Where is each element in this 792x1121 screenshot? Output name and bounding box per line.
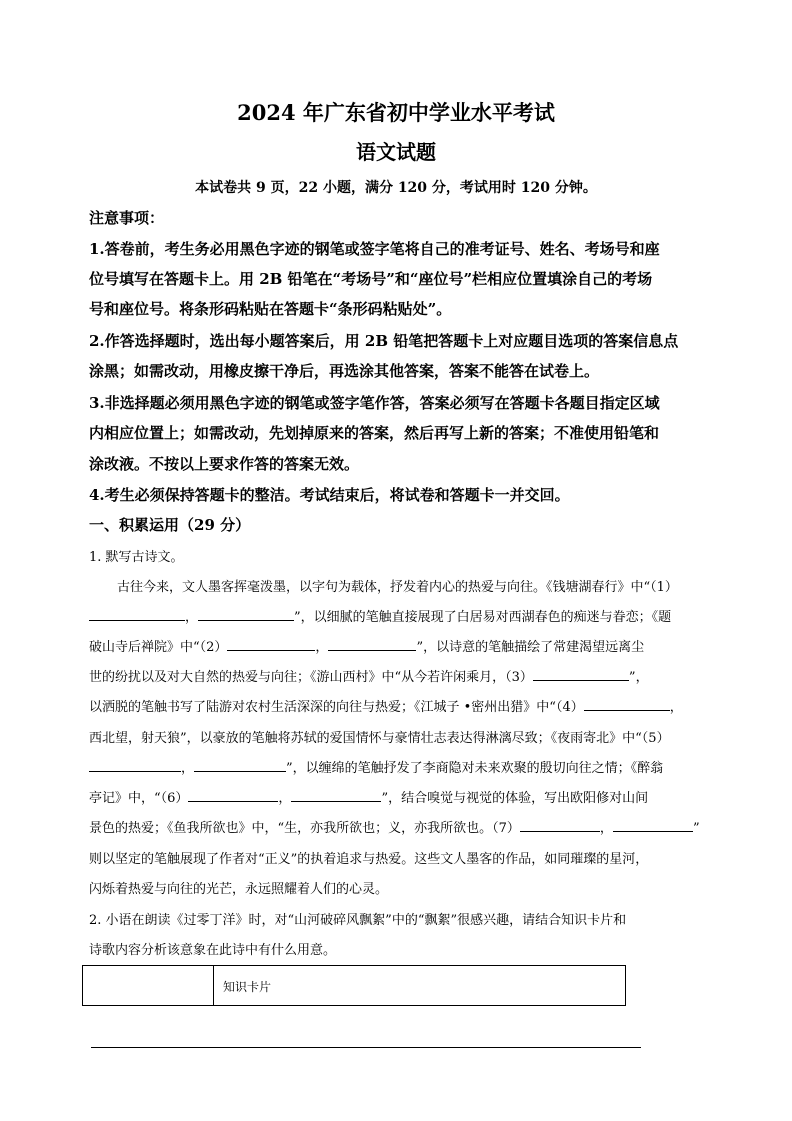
passage-line: 则以坚定的笔触展现了作者对“正义”的执着追求与热爱。这些文人墨客的作品，如同璀璨的星河， (89, 852, 649, 867)
knowledge-card-label: 知识卡片 (223, 980, 272, 994)
footer-divider (91, 1047, 641, 1048)
answer-blank[interactable] (291, 787, 381, 802)
passage-line: 古往今来，文人墨客挥毫泼墨，以字句为载体，抒发着内心的热爱与向往。《钱塘湖春行》中“（1） (117, 580, 678, 595)
passage-line: 世的纷扰以及对大自然的热爱与向往；《游山西村》中“从今若许闲乘月，（3） ”， (89, 666, 649, 685)
answer-blank[interactable] (194, 757, 286, 772)
question-1-label: 1. 默写古诗文。 (89, 550, 184, 565)
notice-line: 涂黑；如需改动，用橡皮擦干净后，再选涂其他答案，答案不能答在试卷上。 (89, 362, 600, 380)
passage-line: 破山寺后禅院》中“（2） ， ”，以诗意的笔触描绘了常建渴望远离尘 (89, 636, 644, 655)
answer-blank[interactable] (198, 606, 294, 621)
answer-blank[interactable] (328, 636, 416, 651)
answer-blank[interactable] (89, 606, 185, 621)
notice-line: 1.答卷前，考生务必用黑色字迹的钢笔或签字笔将自己的准考证号、姓名、考场号和座 (89, 240, 660, 258)
question-2-line: 诗歌内容分析该意象在此诗中有什么用意。 (89, 943, 337, 958)
passage-line: 闪烁着热爱与向往的光芒，永远照耀着人们的心灵。 (89, 882, 389, 897)
answer-blank[interactable] (520, 817, 600, 832)
answer-blank[interactable] (613, 817, 693, 832)
notice-line: 涂改液。不按以上要求作答的答案无效。 (89, 455, 360, 473)
answer-blank[interactable] (533, 666, 629, 681)
section-heading: 一、积累运用（29 分） (89, 516, 251, 534)
notice-line: 4.考生必须保持答题卡的整洁。考试结束后，将试卷和答题卡一并交回。 (89, 486, 570, 504)
answer-blank[interactable] (227, 636, 315, 651)
knowledge-card-empty-cell (83, 966, 214, 1005)
passage-line: 景色的热爱；《鱼我所欲也》中，“生，亦我所欲也；义，亦我所欲也。（7） ， ” (89, 817, 700, 836)
exam-info: 本试卷共 9 页，22 小题，满分 120 分，考试用时 120 分钟。 (195, 180, 597, 196)
notice-line: 位号填写在答题卡上。用 2B 铅笔在“考场号”和“座位号”栏相应位置填涂自己的考场 (89, 270, 653, 288)
passage-line: ， ”，以缠绵的笔触抒发了李商隐对未来欢聚的殷切向往之情；《醉翁 (89, 757, 663, 776)
passage-line: 西北望，射天狼”，以豪放的笔触将苏轼的爱国情怀与豪情壮志表达得淋漓尽致；《夜雨寄北》中“（5） (89, 731, 670, 746)
exam-title: 2024 年广东省初中学业水平考试 (237, 100, 555, 125)
answer-blank[interactable] (188, 787, 278, 802)
question-2-line: 2. 小语在朗读《过零丁洋》时，对“山河破碎风飘絮”中的“飘絮”很感兴趣，请结合知识卡片和 (89, 913, 627, 928)
notice-line: 内相应位置上；如需改动，先划掉原来的答案，然后再写上新的答案；不准使用铅笔和 (89, 424, 660, 442)
notice-heading: 注意事项： (89, 209, 165, 227)
notice-line: 号和座位号。将条形码粘贴在答题卡“条形码粘贴处”。 (89, 300, 452, 318)
answer-blank[interactable] (584, 696, 670, 711)
passage-line: ， ”，以细腻的笔触直接展现了白居易对西湖春色的痴迷与眷恋；《题 (89, 606, 671, 625)
answer-blank[interactable] (89, 757, 181, 772)
knowledge-card-table (82, 965, 626, 1006)
notice-line: 2.作答选择题时，选出每小题答案后，用 2B 铅笔把答题卡上对应题目选项的答案信息点 (89, 332, 679, 350)
passage-line: 以洒脱的笔触书写了陆游对农村生活深深的向往与热爱；《江城子 •密州出猎》中“（4） ， (89, 696, 683, 715)
exam-subtitle: 语文试题 (356, 140, 436, 164)
notice-line: 3.非选择题必须用黑色字迹的钢笔或签字笔作答，答案必须写在答题卡各题目指定区域 (89, 394, 660, 412)
passage-line: 亭记》中，“（6） ， ”，结合嗅觉与视觉的体验，写出欧阳修对山间 (89, 787, 648, 806)
